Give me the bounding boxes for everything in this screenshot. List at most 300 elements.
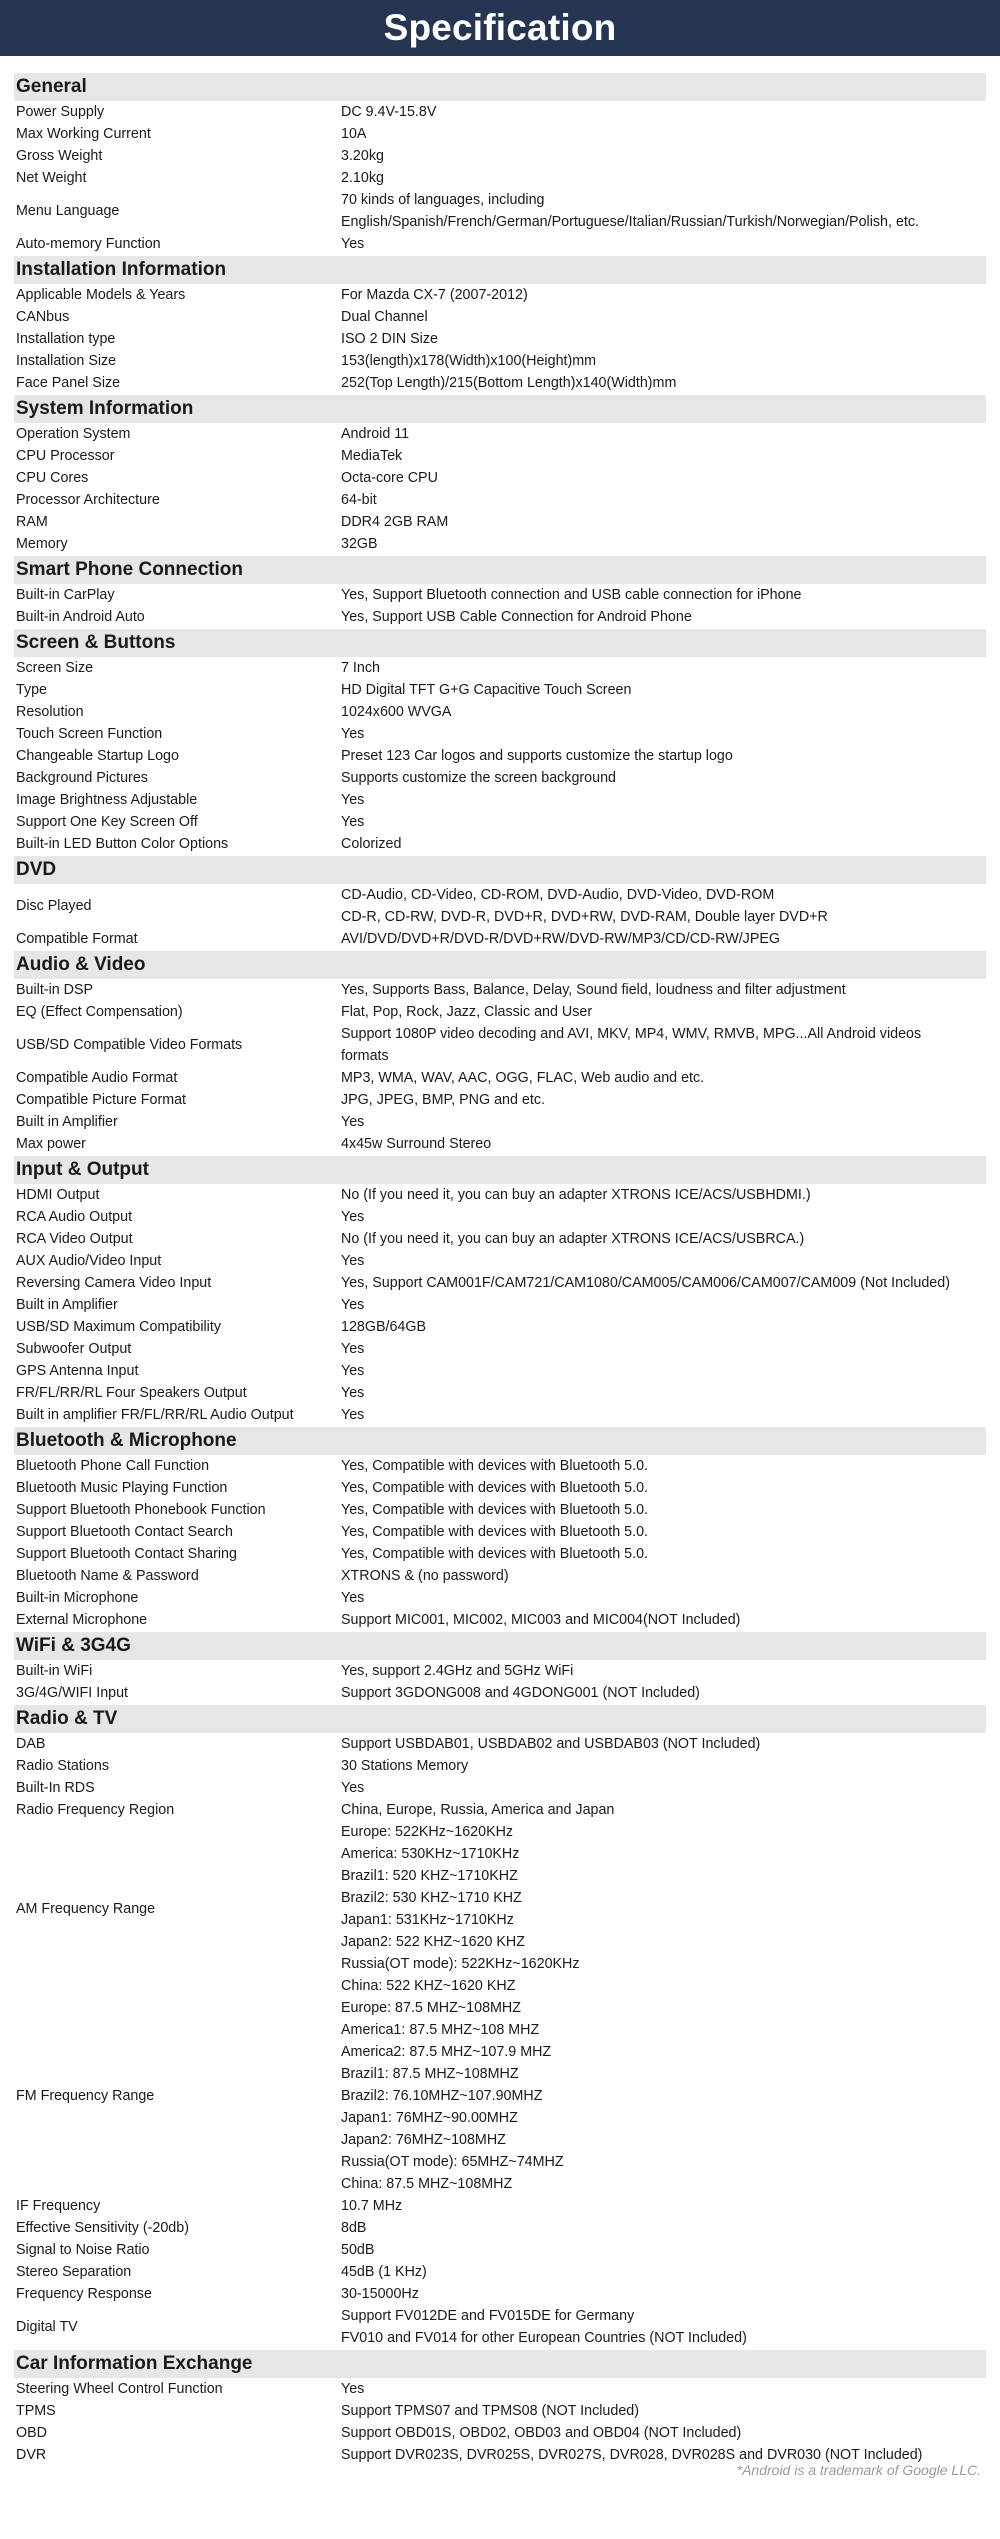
- spec-label: Support One Key Screen Off: [16, 814, 198, 830]
- spec-value-line: Yes: [341, 1114, 365, 1130]
- spec-value-line: 128GB/64GB: [341, 1319, 427, 1335]
- spec-value-line: Yes, Support USB Cable Connection for Android Phone: [341, 609, 692, 625]
- spec-section: [14, 951, 986, 1155]
- spec-label: Frequency Response: [16, 2286, 152, 2302]
- spec-value: [341, 2261, 986, 2283]
- spec-value-line: Support DVR023S, DVR025S, DVR027S, DVR028, DVR028S and DVR030 (NOT Included): [341, 2447, 923, 2463]
- spec-row: [14, 1404, 986, 1426]
- spec-row: [14, 884, 986, 928]
- spec-label: RCA Audio Output: [16, 1209, 133, 1225]
- spec-row: [14, 2422, 986, 2444]
- spec-value: [341, 1609, 986, 1631]
- spec-value-line: Support TPMS07 and TPMS08 (NOT Included): [341, 2403, 640, 2419]
- spec-value-line: Yes: [341, 1363, 365, 1379]
- spec-row: [14, 1089, 986, 1111]
- spec-row: [14, 1184, 986, 1206]
- spec-label: Built-in CarPlay: [16, 587, 115, 603]
- spec-label: Installation Size: [16, 353, 117, 369]
- spec-label: DAB: [16, 1736, 46, 1752]
- spec-label: Power Supply: [16, 104, 105, 120]
- spec-row: [14, 372, 986, 394]
- spec-row: [14, 767, 986, 789]
- spec-row: [14, 1565, 986, 1587]
- spec-section: [14, 1632, 986, 1704]
- spec-value-line: 7 Inch: [341, 660, 380, 676]
- spec-value: [341, 1543, 986, 1565]
- spec-label: Built-in Android Auto: [16, 609, 145, 625]
- spec-row: [14, 284, 986, 306]
- spec-value: [341, 2195, 986, 2217]
- spec-value-line: DC 9.4V-15.8V: [341, 104, 437, 120]
- spec-value: [341, 167, 986, 189]
- spec-value: [341, 584, 986, 606]
- spec-row: [14, 2283, 986, 2305]
- section-title: DVD: [14, 856, 986, 884]
- spec-label: Applicable Models & Years: [16, 287, 186, 303]
- spec-value: [341, 2305, 986, 2349]
- spec-value: [341, 1272, 986, 1294]
- spec-value: [341, 423, 986, 445]
- spec-value-line: 153(length)x178(Width)x100(Height)mm: [341, 353, 597, 369]
- spec-label: Radio Stations: [16, 1758, 109, 1774]
- spec-label: USB/SD Compatible Video Formats: [16, 1037, 243, 1053]
- spec-value-line: Japan2: 522 KHZ~1620 KHZ: [341, 1934, 525, 1950]
- spec-value-line: Yes: [341, 2381, 365, 2397]
- spec-label: Menu Language: [16, 203, 120, 219]
- spec-row: [14, 2217, 986, 2239]
- spec-row: [14, 1543, 986, 1565]
- spec-value-line: formats: [341, 1048, 389, 1064]
- spec-value-line: 252(Top Length)/215(Bottom Length)x140(Width)mm: [341, 375, 677, 391]
- spec-value: [341, 701, 986, 723]
- spec-row: [14, 423, 986, 445]
- spec-label: Subwoofer Output: [16, 1341, 132, 1357]
- spec-row: [14, 2239, 986, 2261]
- spec-value: [341, 511, 986, 533]
- spec-value-line: Yes: [341, 1780, 365, 1796]
- spec-value-line: America1: 87.5 MHZ~108 MHZ: [341, 2022, 540, 2038]
- spec-row: [14, 1755, 986, 1777]
- spec-value-line: Europe: 522KHz~1620KHz: [341, 1824, 514, 1840]
- spec-label: RCA Video Output: [16, 1231, 133, 1247]
- spec-label: Built-in WiFi: [16, 1663, 93, 1679]
- spec-label: CPU Cores: [16, 470, 89, 486]
- spec-label: Disc Played: [16, 898, 92, 914]
- spec-value-line: Yes: [341, 1297, 365, 1313]
- spec-value-line: Supports customize the screen background: [341, 770, 616, 786]
- spec-value-line: Support MIC001, MIC002, MIC003 and MIC004(NOT Included): [341, 1612, 741, 1628]
- spec-row: [14, 1067, 986, 1089]
- spec-value: [341, 928, 986, 950]
- spec-value-line: Yes: [341, 1253, 365, 1269]
- spec-value: [341, 1799, 986, 1821]
- spec-value-line: Yes, Compatible with devices with Bluetooth 5.0.: [341, 1480, 649, 1496]
- spec-row: [14, 511, 986, 533]
- spec-section: [14, 1156, 986, 1426]
- section-title: WiFi & 3G4G: [14, 1632, 986, 1660]
- spec-row: [14, 167, 986, 189]
- section-title: Car Information Exchange: [14, 2350, 986, 2378]
- spec-value-line: Japan1: 531KHz~1710KHz: [341, 1912, 514, 1928]
- spec-value: [341, 233, 986, 255]
- spec-value-line: Brazil2: 76.10MHZ~107.90MHZ: [341, 2088, 543, 2104]
- spec-row: [14, 833, 986, 855]
- spec-row: [14, 1338, 986, 1360]
- spec-label: Reversing Camera Video Input: [16, 1275, 212, 1291]
- spec-label: Installation type: [16, 331, 116, 347]
- spec-value: [341, 606, 986, 628]
- spec-value: [341, 1404, 986, 1426]
- spec-value-line: DDR4 2GB RAM: [341, 514, 449, 530]
- spec-label: FM Frequency Range: [16, 2088, 155, 2104]
- spec-value-line: Brazil1: 87.5 MHZ~108MHZ: [341, 2066, 519, 2082]
- spec-label: Memory: [16, 536, 68, 552]
- spec-label: AM Frequency Range: [16, 1901, 156, 1917]
- spec-value-line: Russia(OT mode): 65MHZ~74MHZ: [341, 2154, 564, 2170]
- spec-label: Max power: [16, 1136, 86, 1152]
- spec-row: [14, 533, 986, 555]
- spec-value-line: Yes, Compatible with devices with Bluetooth 5.0.: [341, 1546, 649, 1562]
- spec-value-line: Support OBD01S, OBD02, OBD03 and OBD04 (NOT Included): [341, 2425, 742, 2441]
- spec-label: OBD: [16, 2425, 47, 2441]
- spec-row: [14, 1477, 986, 1499]
- spec-row: [14, 1997, 986, 2195]
- spec-row: [14, 489, 986, 511]
- spec-section: [14, 395, 986, 555]
- spec-value: [341, 1565, 986, 1587]
- spec-row: [14, 189, 986, 233]
- spec-label: Auto-memory Function: [16, 236, 161, 252]
- spec-row: [14, 2400, 986, 2422]
- spec-value-line: China, Europe, Russia, America and Japan: [341, 1802, 615, 1818]
- spec-value: [341, 1499, 986, 1521]
- spec-row: [14, 2378, 986, 2400]
- spec-label: Processor Architecture: [16, 492, 160, 508]
- spec-value: [341, 979, 986, 1001]
- spec-label: Steering Wheel Control Function: [16, 2381, 223, 2397]
- spec-label: Max Working Current: [16, 126, 151, 142]
- spec-value-line: Brazil1: 520 KHZ~1710KHZ: [341, 1868, 518, 1884]
- spec-label: RAM: [16, 514, 48, 530]
- spec-label: DVR: [16, 2447, 47, 2463]
- spec-value-line: HD Digital TFT G+G Capacitive Touch Screen: [341, 682, 632, 698]
- spec-row: [14, 1250, 986, 1272]
- spec-value-line: Octa-core CPU: [341, 470, 438, 486]
- spec-row: [14, 1001, 986, 1023]
- spec-label: Bluetooth Name & Password: [16, 1568, 199, 1584]
- spec-value-line: China: 87.5 MHZ~108MHZ: [341, 2176, 513, 2192]
- spec-row: [14, 979, 986, 1001]
- spec-value-line: CD-R, CD-RW, DVD-R, DVD+R, DVD+RW, DVD-RAM, Double layer DVD+R: [341, 909, 828, 925]
- spec-value-line: 3.20kg: [341, 148, 384, 164]
- spec-label: Touch Screen Function: [16, 726, 163, 742]
- spec-value: [341, 189, 986, 233]
- spec-value-line: America2: 87.5 MHZ~107.9 MHZ: [341, 2044, 552, 2060]
- spec-row: [14, 1294, 986, 1316]
- spec-value: [341, 1316, 986, 1338]
- spec-value-line: Europe: 87.5 MHZ~108MHZ: [341, 2000, 521, 2016]
- spec-row: [14, 1272, 986, 1294]
- spec-label: CANbus: [16, 309, 70, 325]
- spec-value: [341, 1660, 986, 1682]
- spec-label: Built-in Microphone: [16, 1590, 139, 1606]
- spec-label: Built in amplifier FR/FL/RR/RL Audio Output: [16, 1407, 294, 1423]
- footnote: *Android is a trademark of Google LLC.: [736, 2462, 981, 2478]
- spec-value-line: English/Spanish/French/German/Portuguese/Italian/Russian/Turkish/Norwegian/Polish, etc.: [341, 214, 919, 230]
- spec-value-line: Yes, Compatible with devices with Bluetooth 5.0.: [341, 1502, 649, 1518]
- spec-label: Resolution: [16, 704, 84, 720]
- spec-value-line: Yes: [341, 236, 365, 252]
- spec-value-line: MediaTek: [341, 448, 403, 464]
- spec-label: Built-in LED Button Color Options: [16, 836, 229, 852]
- spec-row: [14, 1228, 986, 1250]
- spec-value-line: Yes, Supports Bass, Balance, Delay, Sound field, loudness and filter adjustment: [341, 982, 846, 998]
- spec-row: [14, 1206, 986, 1228]
- spec-value-line: XTRONS & (no password): [341, 1568, 509, 1584]
- spec-label: Face Panel Size: [16, 375, 121, 391]
- spec-row: [14, 811, 986, 833]
- spec-label: Operation System: [16, 426, 131, 442]
- page-header: [0, 0, 1000, 56]
- spec-row: [14, 1023, 986, 1067]
- spec-value: [341, 1338, 986, 1360]
- spec-row: [14, 1733, 986, 1755]
- spec-value: [341, 1001, 986, 1023]
- spec-value: [341, 1360, 986, 1382]
- spec-row: [14, 445, 986, 467]
- spec-value-line: Yes: [341, 1209, 365, 1225]
- page-title: Specification: [383, 7, 617, 48]
- spec-value: [341, 2217, 986, 2239]
- spec-row: [14, 657, 986, 679]
- spec-label: Background Pictures: [16, 770, 148, 786]
- spec-value: [341, 1777, 986, 1799]
- spec-label: Changeable Startup Logo: [16, 748, 179, 764]
- spec-row: [14, 1777, 986, 1799]
- spec-label: CPU Processor: [16, 448, 115, 464]
- spec-value: [341, 2239, 986, 2261]
- spec-section: [14, 629, 986, 855]
- spec-label: Effective Sensitivity (-20db): [16, 2220, 189, 2236]
- spec-label: Compatible Audio Format: [16, 1070, 178, 1086]
- spec-value-line: Brazil2: 530 KHZ~1710 KHZ: [341, 1890, 522, 1906]
- spec-section: [14, 856, 986, 950]
- spec-value-line: Yes: [341, 1341, 365, 1357]
- spec-value: [341, 1733, 986, 1755]
- spec-label: Net Weight: [16, 170, 87, 186]
- spec-value-line: Yes: [341, 792, 365, 808]
- spec-value-line: Yes: [341, 1407, 365, 1423]
- spec-value-line: MP3, WMA, WAV, AAC, OGG, FLAC, Web audio and etc.: [341, 1070, 705, 1086]
- spec-label: Support Bluetooth Contact Sharing: [16, 1546, 237, 1562]
- spec-value-line: 1024x600 WVGA: [341, 704, 452, 720]
- spec-section: [14, 1427, 986, 1631]
- spec-value: [341, 1682, 986, 1704]
- spec-value-line: 10A: [341, 126, 367, 142]
- spec-section: [14, 2350, 986, 2466]
- spec-row: [14, 350, 986, 372]
- spec-value-line: Yes: [341, 1590, 365, 1606]
- section-title: System Information: [14, 395, 986, 423]
- section-title: Smart Phone Connection: [14, 556, 986, 584]
- spec-section: [14, 256, 986, 394]
- spec-label: TPMS: [16, 2403, 56, 2419]
- spec-value-line: Yes: [341, 726, 365, 742]
- spec-label: Bluetooth Phone Call Function: [16, 1458, 210, 1474]
- spec-label: Gross Weight: [16, 148, 103, 164]
- spec-row: [14, 123, 986, 145]
- section-title: Radio & TV: [14, 1705, 986, 1733]
- spec-value: [341, 1023, 986, 1067]
- spec-value: [341, 1089, 986, 1111]
- spec-value: [341, 723, 986, 745]
- spec-row: [14, 789, 986, 811]
- spec-row: [14, 1499, 986, 1521]
- spec-label: Radio Frequency Region: [16, 1802, 175, 1818]
- spec-label: Bluetooth Music Playing Function: [16, 1480, 228, 1496]
- spec-value-line: Yes: [341, 814, 365, 830]
- spec-value: [341, 1184, 986, 1206]
- spec-row: [14, 328, 986, 350]
- spec-value: [341, 1521, 986, 1543]
- spec-label: Built-in DSP: [16, 982, 94, 998]
- spec-label: IF Frequency: [16, 2198, 101, 2214]
- spec-section: [14, 1705, 986, 2349]
- spec-value-line: AVI/DVD/DVD+R/DVD-R/DVD+RW/DVD-RW/MP3/CD/CD-RW/JPEG: [341, 931, 781, 947]
- spec-row: [14, 1821, 986, 1997]
- spec-row: [14, 584, 986, 606]
- spec-value-line: No (If you need it, you can buy an adapter XTRONS ICE/ACS/USBHDMI.): [341, 1187, 811, 1203]
- spec-row: [14, 1455, 986, 1477]
- spec-value: [341, 1382, 986, 1404]
- spec-label: Compatible Picture Format: [16, 1092, 187, 1108]
- spec-value: [341, 745, 986, 767]
- spec-value-line: Yes, Support CAM001F/CAM721/CAM1080/CAM005/CAM006/CAM007/CAM009 (Not Included): [341, 1275, 950, 1291]
- spec-row: [14, 101, 986, 123]
- spec-value: [341, 101, 986, 123]
- spec-value: [341, 284, 986, 306]
- spec-label: Image Brightness Adjustable: [16, 792, 198, 808]
- spec-value: [341, 489, 986, 511]
- spec-value-line: For Mazda CX-7 (2007-2012): [341, 287, 528, 303]
- spec-row: [14, 1799, 986, 1821]
- spec-value-line: Support USBDAB01, USBDAB02 and USBDAB03 (NOT Included): [341, 1736, 761, 1752]
- spec-value-line: Dual Channel: [341, 309, 428, 325]
- spec-value-line: 64-bit: [341, 492, 377, 508]
- spec-value: [341, 1587, 986, 1609]
- spec-row: [14, 1682, 986, 1704]
- spec-value: [341, 1206, 986, 1228]
- spec-label: EQ (Effect Compensation): [16, 1004, 183, 1020]
- spec-row: [14, 2305, 986, 2349]
- spec-value-line: Colorized: [341, 836, 402, 852]
- spec-label: Built-In RDS: [16, 1780, 95, 1796]
- section-title: General: [14, 73, 986, 101]
- spec-value-line: Russia(OT mode): 522KHz~1620KHz: [341, 1956, 580, 1972]
- spec-row: [14, 1316, 986, 1338]
- spec-value: [341, 1111, 986, 1133]
- spec-value: [341, 1067, 986, 1089]
- spec-label: USB/SD Maximum Compatibility: [16, 1319, 221, 1335]
- spec-value: [341, 445, 986, 467]
- spec-value: [341, 1997, 986, 2195]
- spec-row: [14, 233, 986, 255]
- spec-label: Built in Amplifier: [16, 1297, 118, 1313]
- section-title: Input & Output: [14, 1156, 986, 1184]
- spec-value: [341, 811, 986, 833]
- spec-value: [341, 306, 986, 328]
- section-title: Bluetooth & Microphone: [14, 1427, 986, 1455]
- spec-label: 3G/4G/WIFI Input: [16, 1685, 129, 1701]
- spec-value: [341, 145, 986, 167]
- spec-value-line: FV010 and FV014 for other European Countries (NOT Included): [341, 2330, 747, 2346]
- section-title: Audio & Video: [14, 951, 986, 979]
- spec-value: [341, 1477, 986, 1499]
- spec-value: [341, 767, 986, 789]
- spec-value: [341, 1228, 986, 1250]
- spec-row: [14, 701, 986, 723]
- spec-value-line: Android 11: [341, 426, 410, 442]
- spec-value: [341, 123, 986, 145]
- spec-value-line: Flat, Pop, Rock, Jazz, Classic and User: [341, 1004, 593, 1020]
- spec-label: Support Bluetooth Contact Search: [16, 1524, 233, 1540]
- section-title: Installation Information: [14, 256, 986, 284]
- spec-label: Signal to Noise Ratio: [16, 2242, 150, 2258]
- spec-value-line: Support 3GDONG008 and 4GDONG001 (NOT Included): [341, 1685, 700, 1701]
- spec-label: Compatible Format: [16, 931, 138, 947]
- spec-row: [14, 1133, 986, 1155]
- spec-value: [341, 533, 986, 555]
- spec-value-line: Japan1: 76MHZ~90.00MHZ: [341, 2110, 518, 2126]
- spec-value-line: Support 1080P video decoding and AVI, MKV, MP4, WMV, RMVB, MPG...All Android videos: [341, 1026, 922, 1042]
- section-title: Screen & Buttons: [14, 629, 986, 657]
- spec-value: [341, 657, 986, 679]
- spec-row: [14, 2261, 986, 2283]
- spec-row: [14, 1587, 986, 1609]
- spec-label: HDMI Output: [16, 1187, 100, 1203]
- spec-value: [341, 350, 986, 372]
- spec-value-line: Yes, Support Bluetooth connection and USB cable connection for iPhone: [341, 587, 802, 603]
- spec-value-line: No (If you need it, you can buy an adapter XTRONS ICE/ACS/USBRCA.): [341, 1231, 805, 1247]
- spec-value-line: Yes, support 2.4GHz and 5GHz WiFi: [341, 1663, 574, 1679]
- spec-label: Support Bluetooth Phonebook Function: [16, 1502, 266, 1518]
- spec-label: External Microphone: [16, 1612, 148, 1628]
- spec-row: [14, 679, 986, 701]
- spec-value: [341, 1755, 986, 1777]
- spec-value: [341, 467, 986, 489]
- spec-value-line: Japan2: 76MHZ~108MHZ: [341, 2132, 506, 2148]
- spec-value-line: China: 522 KHZ~1620 KHZ: [341, 1978, 516, 1994]
- spec-row: [14, 1660, 986, 1682]
- spec-value: [341, 884, 986, 928]
- spec-section: [14, 73, 986, 255]
- spec-row: [14, 306, 986, 328]
- spec-row: [14, 723, 986, 745]
- spec-value-line: Yes, Compatible with devices with Bluetooth 5.0.: [341, 1524, 649, 1540]
- spec-row: [14, 928, 986, 950]
- spec-value-line: CD-Audio, CD-Video, CD-ROM, DVD-Audio, DVD-Video, DVD-ROM: [341, 887, 775, 903]
- spec-value-line: 30-15000Hz: [341, 2286, 419, 2302]
- spec-value: [341, 328, 986, 350]
- spec-row: [14, 1111, 986, 1133]
- spec-value: [341, 2283, 986, 2305]
- spec-label: Screen Size: [16, 660, 94, 676]
- spec-value: [341, 1821, 986, 1997]
- spec-row: [14, 1360, 986, 1382]
- spec-row: [14, 1609, 986, 1631]
- spec-row: [14, 145, 986, 167]
- spec-value-line: 8dB: [341, 2220, 367, 2236]
